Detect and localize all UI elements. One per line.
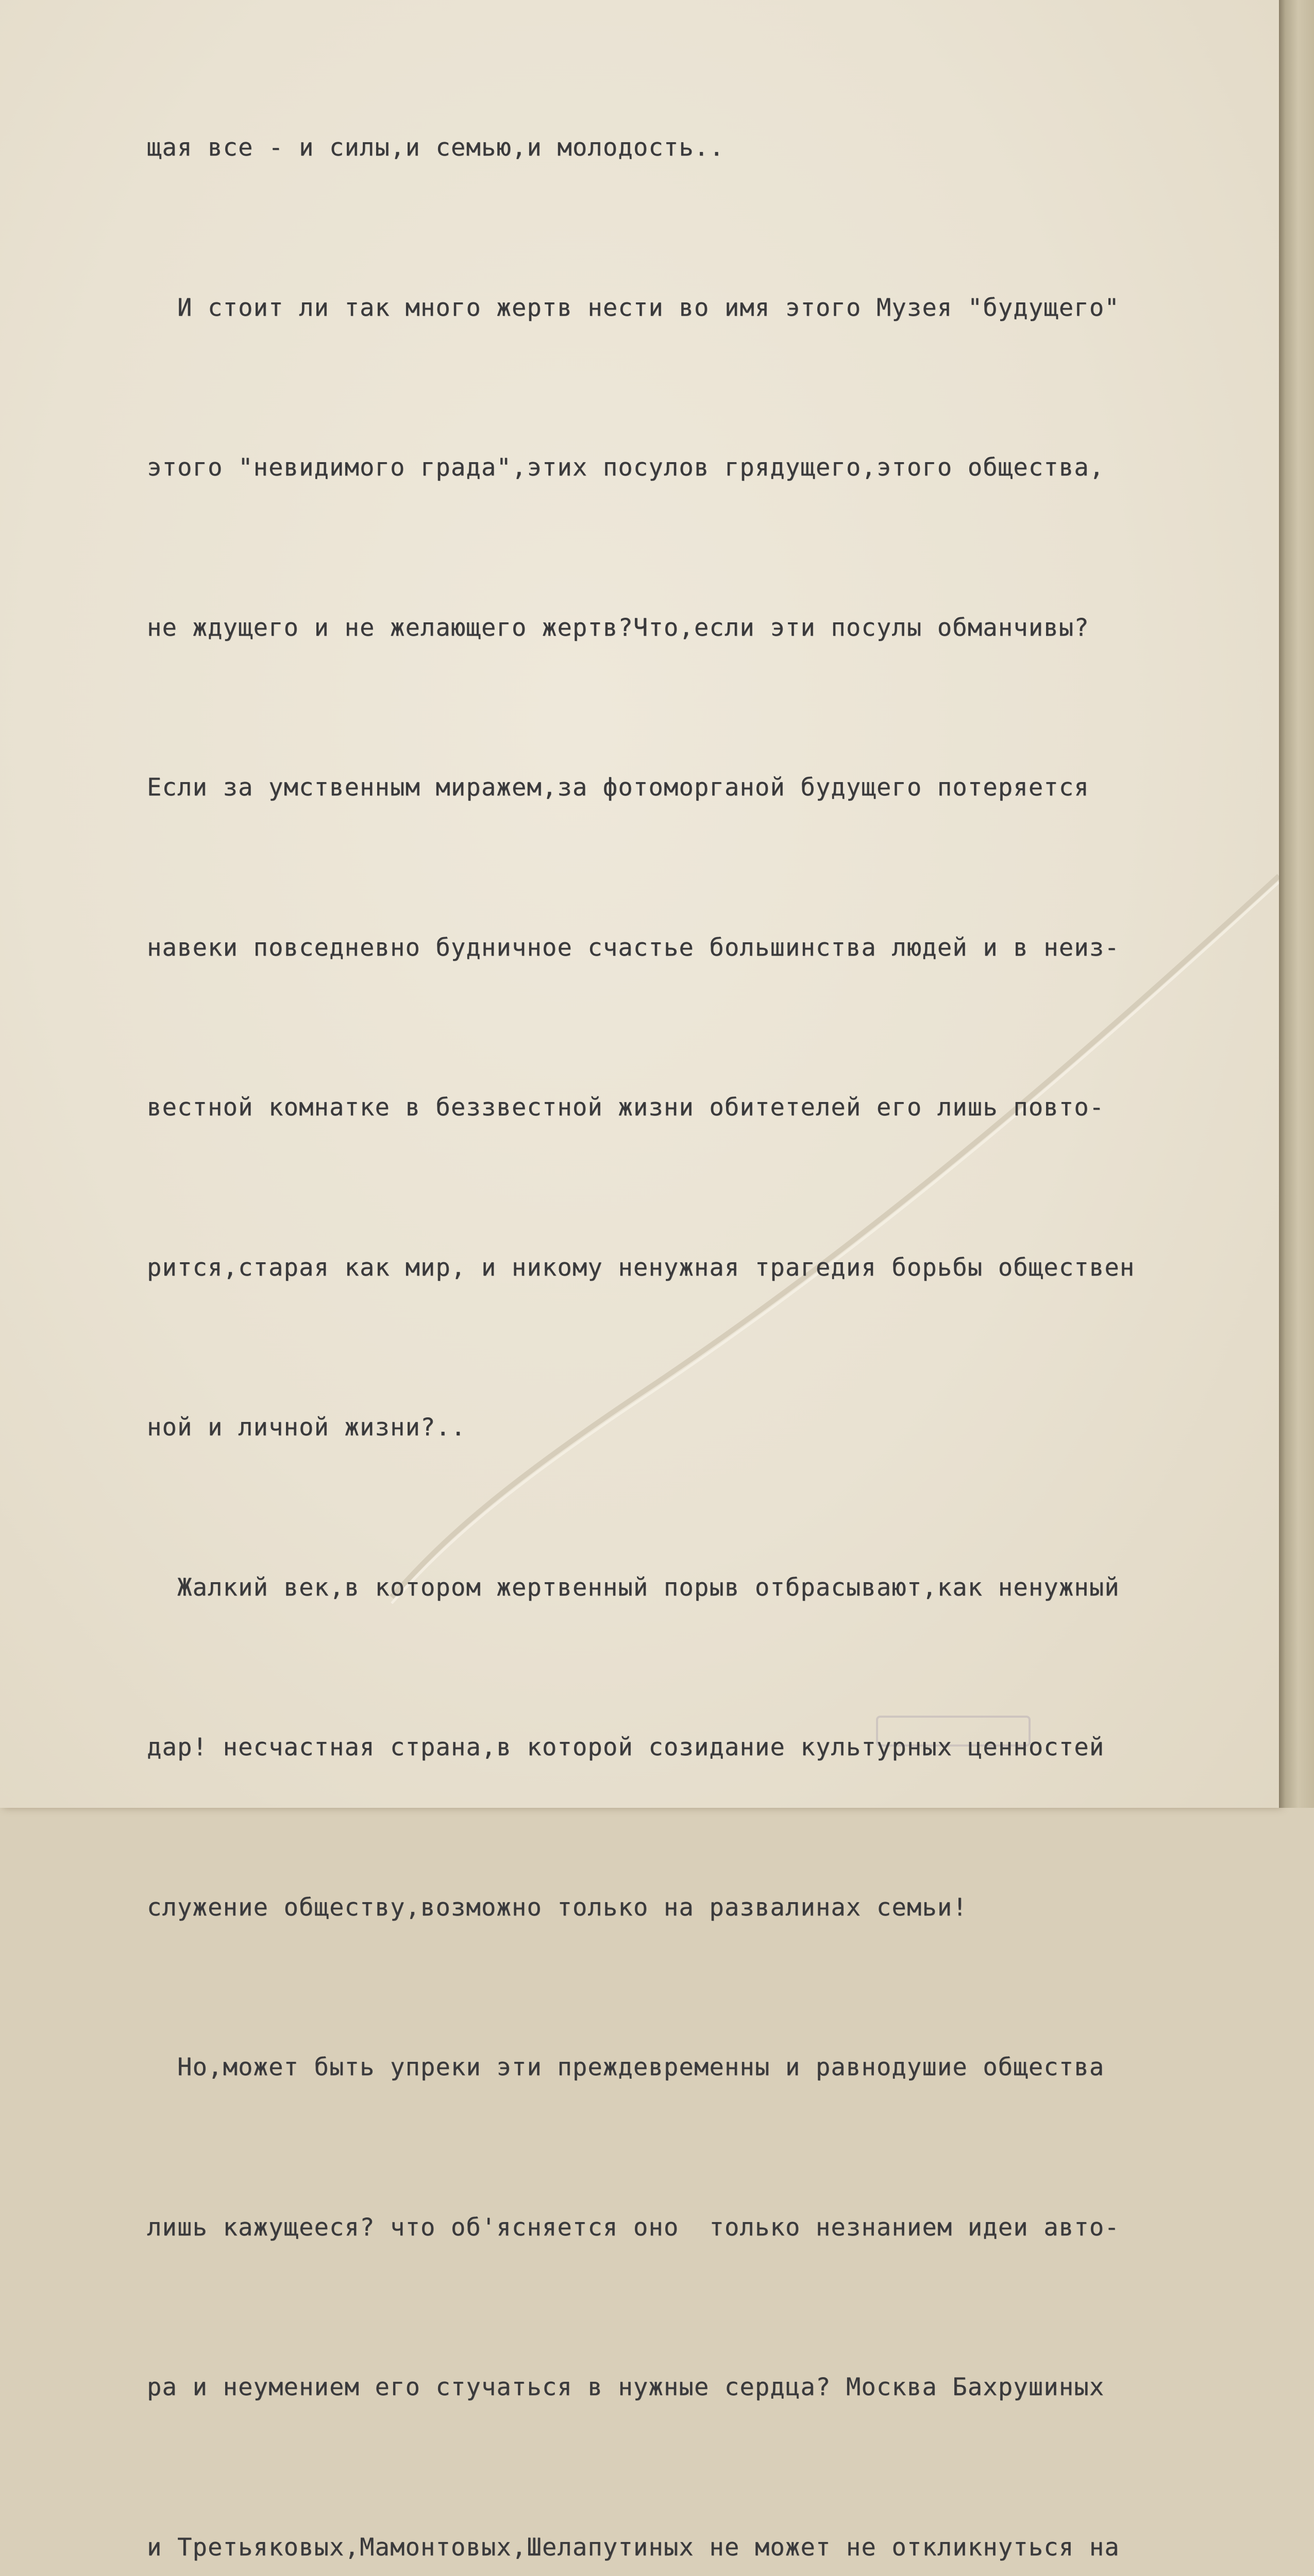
text-line: вестной комнатке в беззвестной жизни обитетелей его лишь повто-: [147, 1093, 1105, 1122]
text-line: этого "невидимого града",этих посулов грядущего,этого общества,: [147, 453, 1105, 482]
text-line: ной и личной жизни?..: [147, 1413, 466, 1442]
text-line: не ждущего и не желающего жертв?Что,если эти посулы обманчивы?: [147, 613, 1089, 642]
text-line: Но,может быть упреки эти преждевременны и равнодушие общества: [147, 2053, 1105, 2081]
text-line: И стоит ли так много жертв нести во имя этого Музея "будущего": [147, 293, 1120, 322]
text-line: лишь кажущееся? что об'ясняется оно только незнанием идеи авто-: [147, 2213, 1120, 2242]
typewritten-text: [147, 14, 1265, 2576]
text-line: дар! несчастная страна,в которой созидание культурных ценностей: [147, 1733, 1105, 1761]
text-line: Если за умственным миражем,за фотоморганой будущего потеряется: [147, 773, 1089, 802]
scanner-edge: [1279, 0, 1314, 1808]
text-line: рится,старая как мир, и никому ненужная трагедия борьбы обществен: [147, 1253, 1135, 1282]
text-line: навеки повседневно будничное счастье большинства людей и в неиз-: [147, 933, 1120, 962]
text-line: Жалкий век,в котором жертвенный порыв отбрасывают,как ненужный: [147, 1573, 1120, 1602]
text-line: ра и неумением его стучаться в нужные сердца? Москва Бахрушиных: [147, 2373, 1105, 2401]
text-line: и Третьяковых,Мамонтовых,Шелапутиных не может не откликнуться на: [147, 2533, 1120, 2562]
text-line: щая все - и силы,и семью,и молодость..: [147, 133, 725, 162]
text-line: служение обществу,возможно только на развалинах семьи!: [147, 1893, 968, 1922]
